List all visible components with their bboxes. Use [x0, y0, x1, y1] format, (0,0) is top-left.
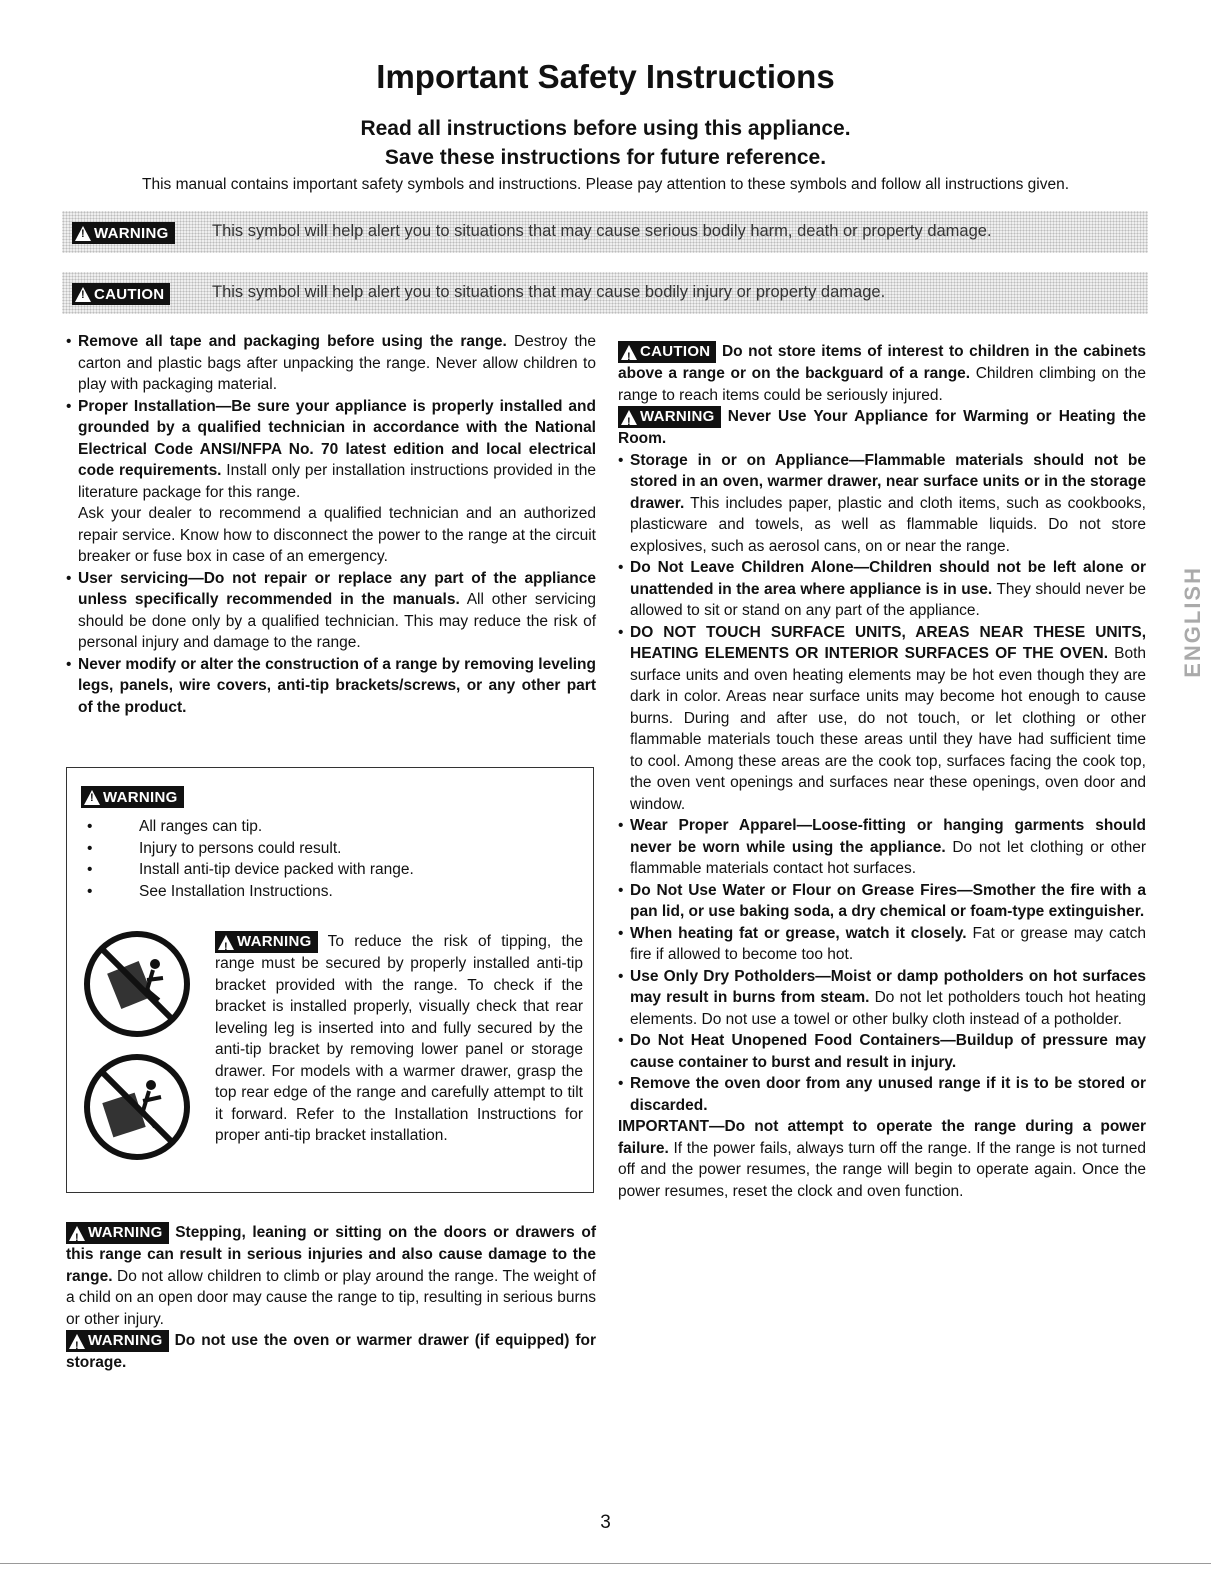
warning-band-text: This symbol will help alert you to situations that may cause serious bodily harm, death or property damage.: [212, 222, 992, 240]
alert-triangle-icon: [84, 790, 100, 805]
list-item: • Do Not Use Water or Flour on Grease Fires—Smother the fire with a pan lid, or use baking soda, a dry chemical or foam-type extinguisher.: [618, 880, 1146, 923]
subtitle-save: Save these instructions for future reference.: [384, 146, 827, 169]
warning-badge: ! WARNING: [72, 222, 175, 244]
list-item: • Do Not Heat Unopened Food Containers—Buildup of pressure may cause container to burst and result in injury.: [618, 1030, 1146, 1073]
caution-symbol-band: [62, 272, 1148, 314]
list-item: • Remove the oven door from any unused range if it is to be stored or discarded.: [618, 1073, 1146, 1116]
caution-badge: ! CAUTION: [72, 283, 170, 305]
list-item: • Never modify or alter the construction of a range by removing leveling legs, panels, wire covers, anti-tip brackets/screws, or any other part of the product.: [66, 654, 596, 719]
warning-badge: ! WARNING: [66, 1222, 169, 1244]
caution-badge: ! CAUTION: [618, 341, 716, 363]
alert-triangle-icon: [69, 1334, 85, 1349]
storage-warning: ! WARNING Do not use the oven or warmer drawer (if equipped) for storage.: [66, 1330, 596, 1374]
list-item: • See Installation Instructions.: [87, 881, 414, 903]
bottom-divider: [0, 1563, 1211, 1564]
warning-badge: ! WARNING: [66, 1330, 169, 1352]
page-title: Important Safety Instructions: [376, 58, 835, 95]
anti-tip-instructions: ! WARNING To reduce the risk of tipping, the range must be secured by properly installed anti-tip bracket provided with the range. To check if the bracket is installed properly, visually check that rear leveling leg is inserted into and fully secured by the anti-tip bracket by removing lower panel or storage drawer. For models with a warmer drawer, grasp the top rear edge of the range and carefully attempt to tilt it forward. Refer to the Installation Instructions for proper anti-tip bracket installation.: [215, 931, 583, 1147]
list-item: • Remove all tape and packaging before using the range. Destroy the carton and plastic bags after unpacking the range. Never allow children to play with packaging material.: [66, 331, 596, 396]
language-tab: ENGLISH: [1180, 566, 1205, 678]
list-item: • DO NOT TOUCH SURFACE UNITS, AREAS NEAR THESE UNITS, HEATING ELEMENTS OR INTERIOR SURFACES OF THE OVEN. Both surface units and oven heating elements may be hot even though they are dark in color. Areas near surface units may become hot enough to cause burns. During and after use, do not touch, or let clothing or other flammable materials touch these areas until they have had sufficient time to cool. Among these areas are the cook top, surfaces facing the cook top, the oven vent openings and surfaces near these openings, oven door and window.: [618, 622, 1146, 816]
list-item: • User servicing—Do not repair or replace any part of the appliance unless specifically recommended in the manuals. All other servicing should be done only by a qualified technician. This may reduce the risk of personal injury and damage to the range.: [66, 568, 596, 654]
child-on-door-prohibited-icon: [81, 1051, 193, 1163]
lower-left-warnings: [66, 1222, 596, 1374]
important-power-failure: IMPORTANT—Do not attempt to operate the range during a power failure. If the power fails, always turn off the range. If the range is not turned off and the power resumes, the range will begin to operate again. Once the power resumes, reset the clock and oven function.: [618, 1118, 1146, 1200]
anti-tip-warning-box: [66, 767, 594, 1193]
stepping-warning: ! WARNING Stepping, leaning or sitting on the doors or drawers of this range can result in serious injuries and also cause damage to the range. Do not allow children to climb or play around the range. The weight of a child on an open door may cause the range to tip, resulting in serious burns or other injury.: [66, 1222, 596, 1330]
warning-badge: ! WARNING: [81, 786, 184, 808]
warning-badge: ! WARNING: [215, 931, 318, 953]
right-column: [618, 341, 1146, 1202]
right-bullet-list: [618, 450, 1146, 1117]
caution-band-text: This symbol will help alert you to situations that may cause bodily injury or property damage.: [212, 283, 886, 301]
list-item: • Install anti-tip device packed with range.: [87, 859, 414, 881]
list-item: • All ranges can tip.: [87, 816, 414, 838]
list-item: • Use Only Dry Potholders—Moist or damp potholders on hot surfaces may result in burns from steam. Do not let potholders touch hot heating elements. Do not use a towel or other bulky cloth instead of a potholder.: [618, 966, 1146, 1031]
subtitle-read: Read all instructions before using this appliance.: [360, 117, 851, 140]
page-number: 3: [600, 1512, 611, 1533]
list-item: • Injury to persons could result.: [87, 838, 414, 860]
intro-text: This manual contains important safety symbols and instructions. Please pay attention to these symbols and follow all instructions given.: [141, 176, 1070, 193]
list-item: • Storage in or on Appliance—Flammable materials should not be stored in an oven, warmer drawer, near surface units or in the storage drawer. This includes paper, plastic and cloth items, such as cookbooks, plasticware and towels, as well as flammable liquids. Do not store explosives, such as aerosol cans, on or near the range.: [618, 450, 1146, 558]
alert-triangle-icon: [621, 410, 637, 425]
list-item: • Proper Installation—Be sure your appliance is properly installed and grounded by a qualified technician in accordance with the National Electrical Code ANSI/NFPA No. 70 latest edition and local electrical code requirements. Install only per installation instructions provided in the literature package for this range. Ask your dealer to recommend a qualified technician and an authorized repair service. Know how to disconnect the power to the range at the circuit breaker or fuse box in case of an emergency.: [66, 396, 596, 568]
range-tipping-prohibited-icon: [81, 928, 193, 1040]
caution-children-items: ! CAUTION Do not store items of interest to children in the cabinets above a range or on the backguard of a range. Children climbing on the range to reach items could be seriously injured.: [618, 341, 1146, 406]
alert-triangle-icon: [75, 287, 91, 302]
warning-badge: ! WARNING: [618, 406, 721, 428]
list-item: • Do Not Leave Children Alone—Children should not be left alone or unattended in the area where appliance is in use. They should never be allowed to sit or stand on any part of the appliance.: [618, 557, 1146, 622]
warning-room-heating: ! WARNING Never Use Your Appliance for Warming or Heating the Room.: [618, 406, 1146, 450]
left-column: [66, 331, 596, 718]
warning-symbol-band: [62, 211, 1148, 253]
tip-list: [87, 816, 414, 902]
alert-triangle-icon: [621, 345, 637, 360]
alert-triangle-icon: [75, 226, 91, 241]
list-item: • Wear Proper Apparel—Loose-fitting or hanging garments should never be worn while using the appliance. Do not let clothing or other flammable materials contact hot surfaces.: [618, 815, 1146, 880]
alert-triangle-icon: [218, 935, 234, 950]
alert-triangle-icon: [69, 1226, 85, 1241]
list-item: • When heating fat or grease, watch it closely. Fat or grease may catch fire if allowed to become too hot.: [618, 923, 1146, 966]
